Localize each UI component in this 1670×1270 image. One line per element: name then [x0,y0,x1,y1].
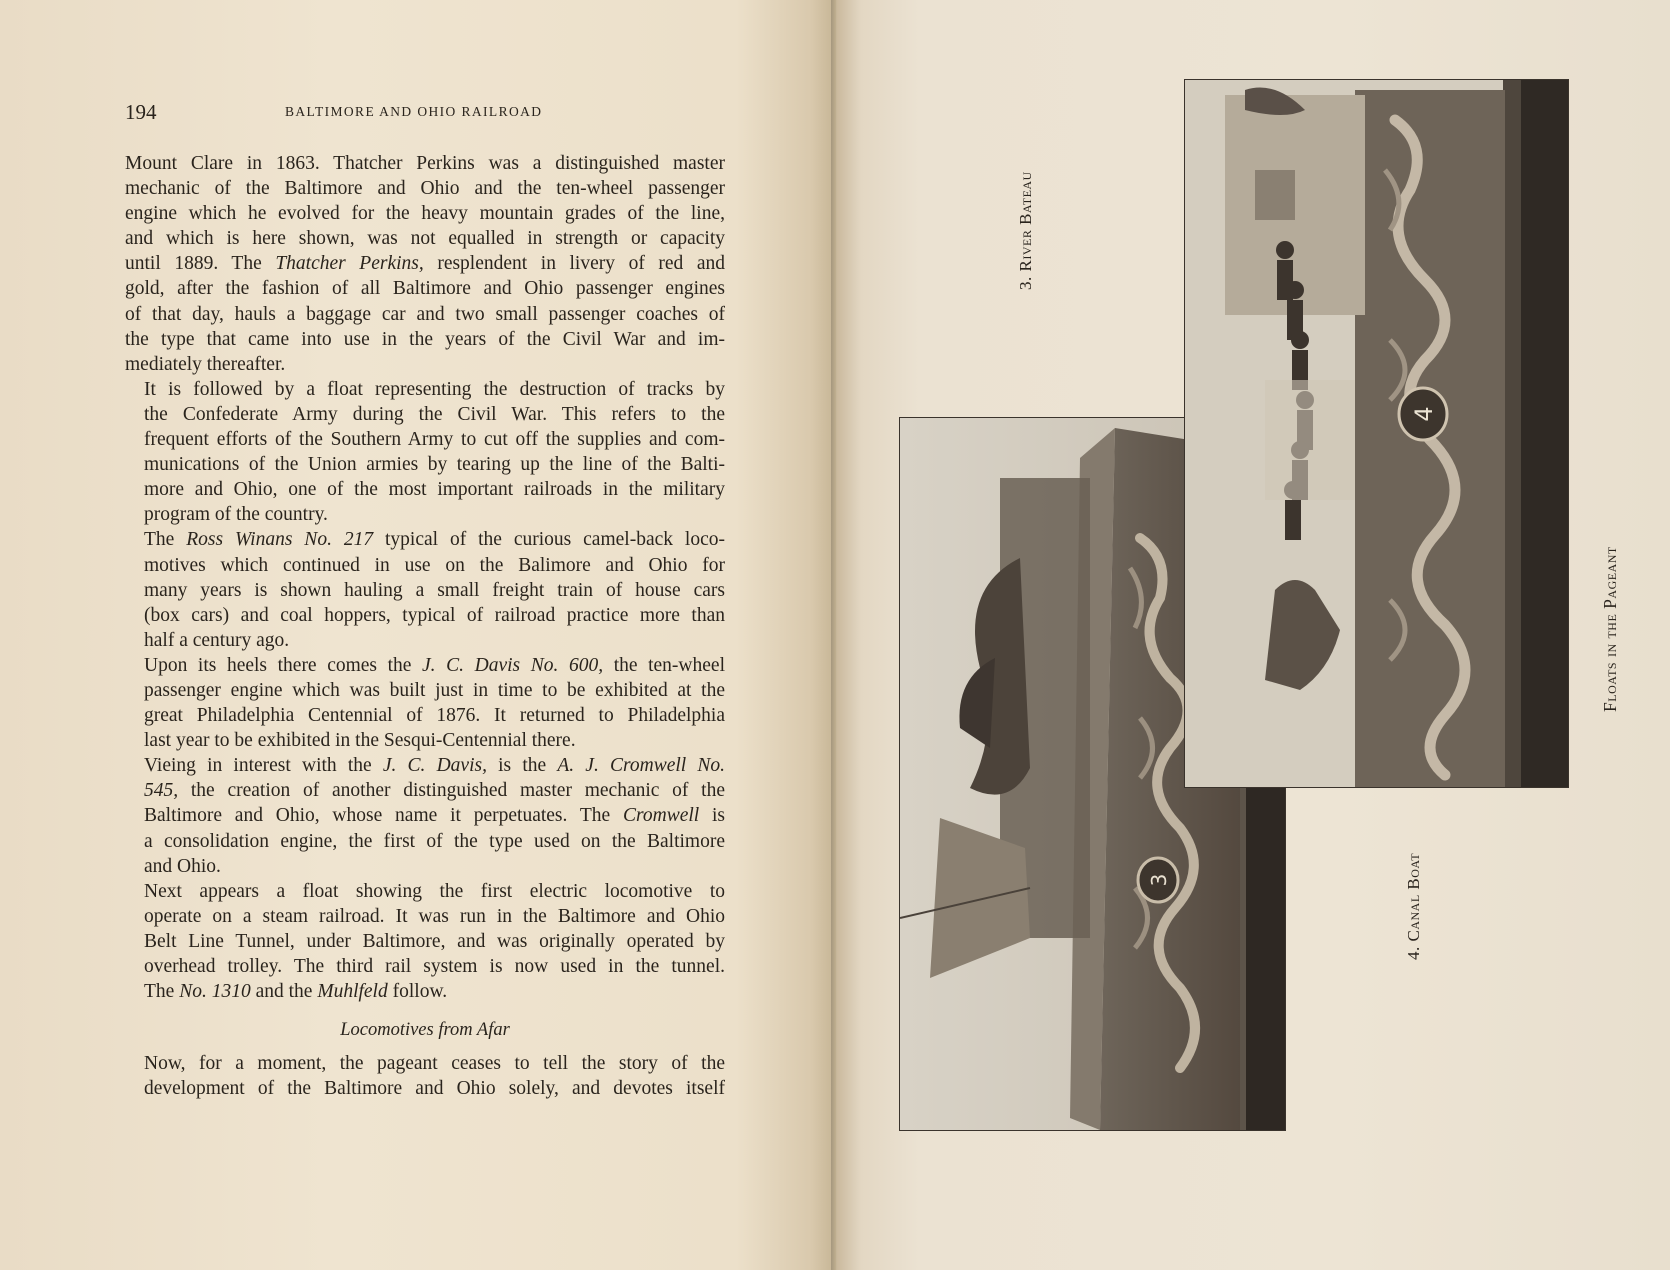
text-line: a consolidation engine, the first of the type used on the Baltimore [144,830,725,852]
text-line: Mount Clare in 1863. Thatcher Perkins was a distinguished master [125,153,725,174]
text-line: last year to be exhibited in the Sesqui-Centennial there. [144,730,576,752]
paragraph [125,377,725,528]
paragraph [125,879,725,1004]
float-4-number: 4 [1410,406,1438,422]
text-line: the type that came into use in the years of the Civil War and im- [125,328,725,350]
text-line: passenger engine which was built just in time to be exhibited at the [144,679,725,701]
text-line: munications of the Union armies by tearing up the line of the Balti- [144,454,725,476]
page-number: 194 [125,100,157,124]
text-line: Baltimore and Ohio, whose name it perpetuates. The Cromwell is [144,805,725,827]
text-line: engine which he evolved for the heavy mountain grades of the line, [125,203,725,225]
text-line: Next appears a float showing the first electric locomotive to [144,880,725,902]
text-line: operate on a steam railroad. It was run in the Baltimore and Ohio [144,905,725,927]
text-line: and Ohio. [144,855,221,877]
text-line: motives which continued in use on the Balimore and Ohio for [144,554,725,576]
paragraph [125,1051,725,1101]
body-text [125,151,725,1101]
text-line: great Philadelphia Centennial of 1876. It returned to Philadelphia [144,705,725,727]
paragraph [125,753,725,878]
text-line: Belt Line Tunnel, under Baltimore, and was originally operated by [144,930,725,952]
text-line: Vieing in interest with the J. C. Davis, is the A. J. Cromwell No. [144,755,725,777]
text-line: Now, for a moment, the pageant ceases to tell the story of the [144,1053,725,1075]
paragraph [125,527,725,652]
caption-canal-boat: 4. Canal Boat [1404,852,1423,960]
text-line: mediately thereafter. [125,353,286,375]
text-line: Upon its heels there comes the J. C. Davis No. 600, the ten-wheel [144,654,725,676]
paragraph [125,653,725,753]
float-3-number: 3 [1147,873,1171,887]
spine-shadow [831,0,837,1270]
running-head [125,100,725,130]
text-line: frequent efforts of the Southern Army to cut off the supplies and com- [144,429,725,451]
text-line: overhead trolley. The third rail system is now used in the tunnel. [144,956,725,977]
text-line: and which is here shown, was not equalled in strength or capacity [125,228,725,250]
caption-floats-in-the-pageant: Floats in the Pageant [1600,546,1620,712]
text-line: It is followed by a float representing the destruction of tracks by [144,378,725,400]
text-line: of that day, hauls a baggage car and two small passenger coaches of [125,303,725,325]
text-line: 545, the creation of another distinguished master mechanic of the [144,780,725,802]
photo-canal-boat [1185,80,1568,787]
text-line: half a century ago. [144,629,290,651]
paragraphs-after [125,1051,725,1101]
paragraphs-main [125,151,725,1004]
text-line: program of the country. [144,504,328,526]
text-line: more and Ohio, one of the most important railroads in the military [144,479,725,501]
text-line: many years is shown hauling a small freight train of house cars [144,579,725,601]
text-line: (box cars) and coal hoppers, typical of railroad practice more than [144,604,725,626]
text-line: the Confederate Army during the Civil War. This refers to the [144,403,725,425]
text-line: until 1889. The Thatcher Perkins, resplendent in livery of red and [125,253,726,275]
caption-river-bateau: 3. River Bateau [1016,171,1035,290]
text-line: The No. 1310 and the Muhlfeld follow. [144,981,448,1003]
subheading: Locomotives from Afar [340,1020,510,1041]
paragraph [125,151,725,377]
text-line: mechanic of the Baltimore and Ohio and the ten-wheel passenger [125,178,725,200]
running-head-title: BALTIMORE AND OHIO RAILROAD [285,104,543,119]
text-line: gold, after the fashion of all Baltimore and Ohio passenger engines [125,278,725,300]
text-line: The Ross Winans No. 217 typical of the curious camel-back loco- [144,529,725,551]
text-line: development of the Baltimore and Ohio solely, and devotes itself [144,1078,725,1100]
